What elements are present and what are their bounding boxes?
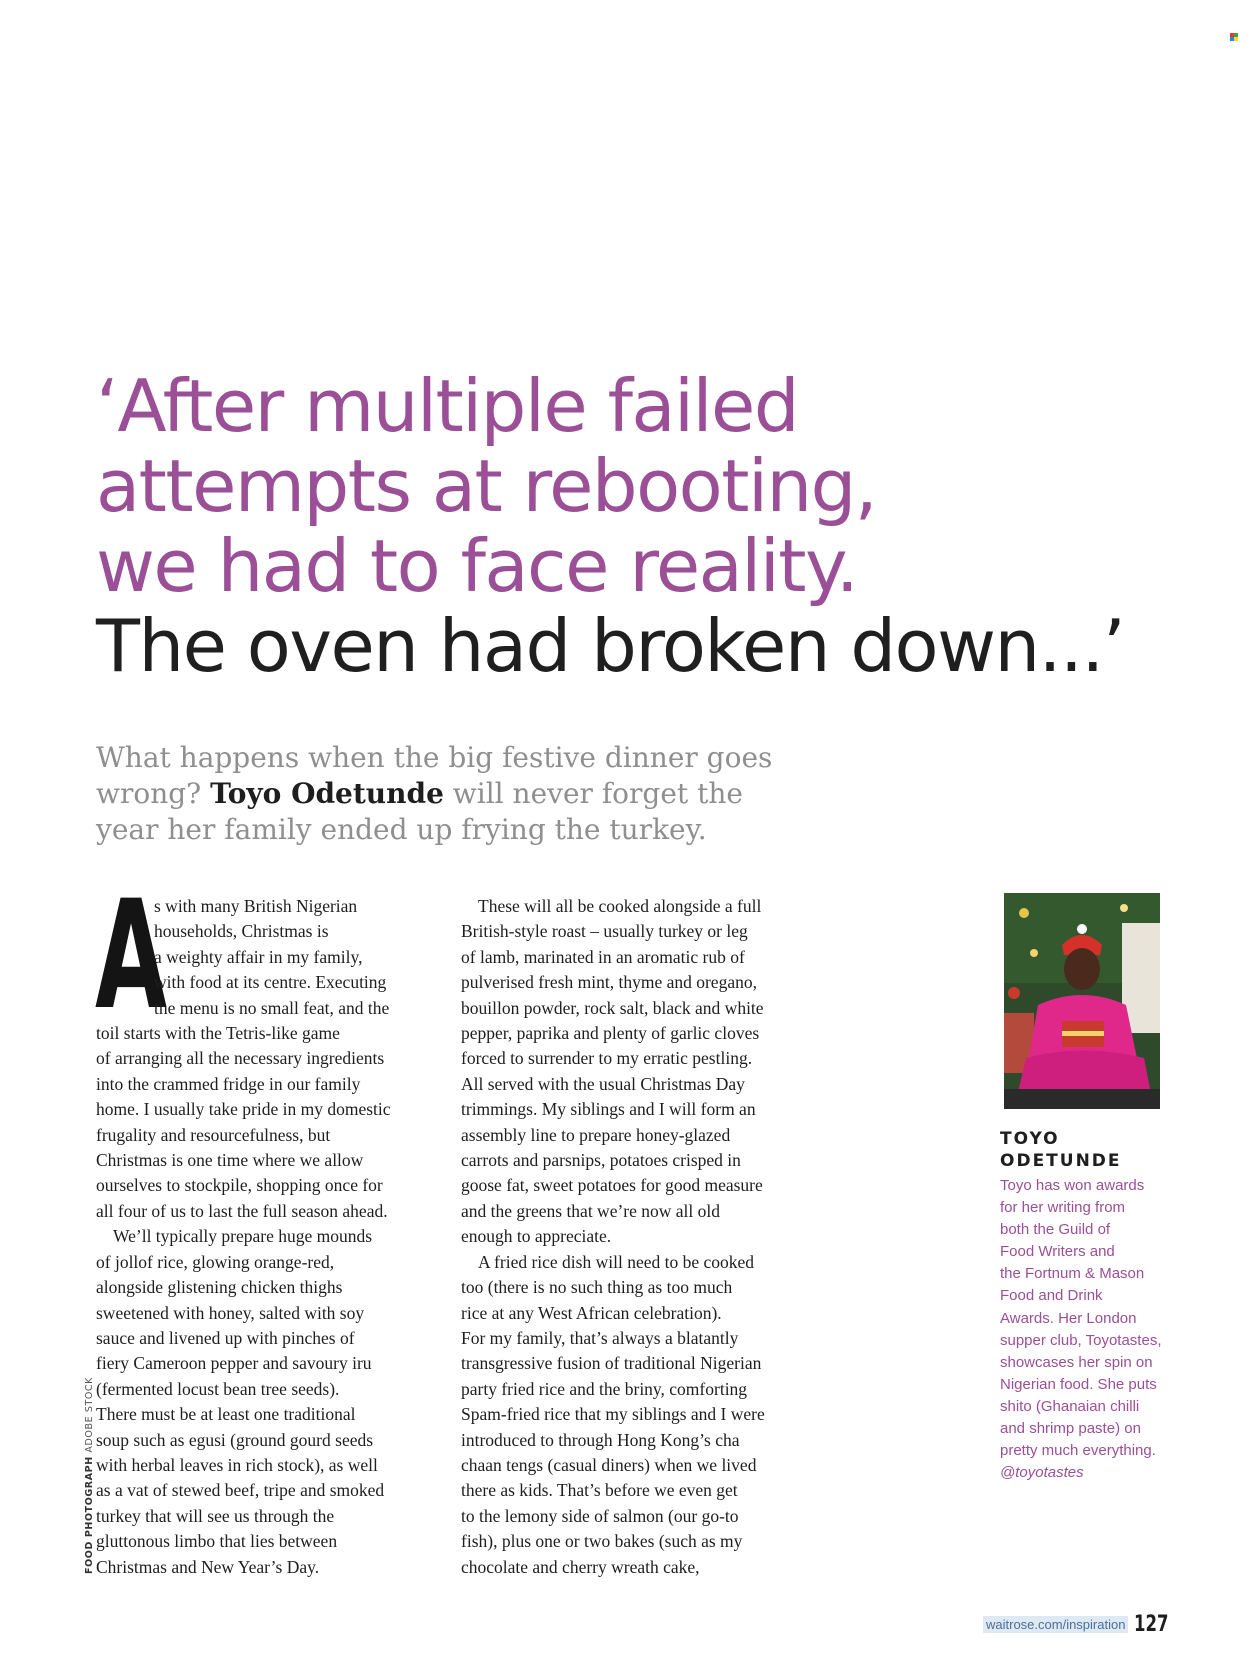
footer-url[interactable]: waitrose.com/inspiration: [983, 1616, 1128, 1633]
article-line: introduced to through Hong Kong’s cha: [461, 1429, 740, 1450]
article-line: toil starts with the Tetris-like game: [96, 1023, 340, 1044]
bio-line: the Fortnum & Mason: [1000, 1265, 1145, 1283]
article-line: forced to surrender to my erratic pestling.: [461, 1048, 753, 1069]
printer-color-mark: [1230, 33, 1238, 41]
article-line: households, Christmas is: [154, 921, 329, 942]
bio-line: pretty much everything.: [1000, 1442, 1156, 1460]
bio-line: Nigerian food. She puts: [1000, 1375, 1157, 1393]
article-line: with food at its centre. Executing: [154, 972, 387, 993]
bio-line: supper club, Toyotastes,: [1000, 1331, 1162, 1349]
article-line: and the greens that we’re now all old: [461, 1200, 721, 1221]
article-line: For my family, that’s always a blatantly: [461, 1327, 739, 1348]
article-line: of lamb, marinated in an aromatic rub of: [461, 946, 745, 967]
article-line: These will all be cooked alongside a full: [478, 896, 762, 916]
pull-quote-headline: [96, 364, 1156, 689]
article-line: rice at any West African celebration).: [461, 1302, 722, 1323]
article-line: as a vat of stewed beef, tripe and smoked: [96, 1480, 385, 1501]
article-line: chocolate and cherry wreath cake,: [461, 1556, 700, 1577]
article-line: trimmings. My siblings and I will form an: [461, 1099, 756, 1120]
standfirst-line: [96, 776, 816, 812]
bio-name: [1000, 1128, 1122, 1172]
article-line: of arranging all the necessary ingredients: [96, 1048, 385, 1069]
article-line: goose fat, sweet potatoes for good measure: [461, 1175, 763, 1196]
article-line: with herbal leaves in rich stock), as well: [96, 1454, 378, 1475]
article-line: turkey that will see us through the: [96, 1505, 335, 1526]
article-line: into the crammed fridge in our family: [96, 1073, 361, 1094]
article-line: to the lemony side of salmon (our go-to: [461, 1505, 739, 1526]
author-name: Toyo Odetunde: [210, 777, 444, 810]
article-line: A fried rice dish will need to be cooked: [478, 1251, 755, 1272]
article-line: Christmas is one time where we allow: [96, 1150, 364, 1171]
article-line: (fermented locust bean tree seeds).: [96, 1378, 340, 1399]
headline-line-dark: The oven had broken down...’: [96, 604, 1125, 689]
standfirst-text: will never forget the: [443, 777, 743, 810]
article-line: transgressive fusion of traditional Nigerian: [461, 1353, 762, 1374]
article-line: chaan tengs (casual diners) when we lived: [461, 1454, 757, 1475]
headline-line: we had to face reality.: [96, 524, 858, 609]
bio-line: and shrimp paste) on: [1000, 1420, 1141, 1438]
bio-line: Food Writers and: [1000, 1243, 1115, 1261]
bio-line: for her writing from: [1000, 1199, 1126, 1217]
standfirst: [96, 740, 816, 848]
article-line: gluttonous limbo that lies between: [96, 1531, 338, 1552]
article-line: fish), plus one or two bakes (such as my: [461, 1531, 743, 1552]
article-line: enough to appreciate.: [461, 1226, 612, 1247]
article-line: pulverised fresh mint, thyme and oregano,: [461, 972, 757, 993]
photo-credit-label: FOOD PHOTOGRAPH: [84, 1456, 95, 1574]
article-line: frugality and resourcefulness, but: [96, 1124, 331, 1145]
page-footer: [983, 1612, 1180, 1636]
bio-line: showcases her spin on: [1000, 1353, 1153, 1371]
article-line: home. I usually take pride in my domestic: [96, 1099, 391, 1120]
author-photo-image: [1004, 893, 1160, 1109]
article-line: British-style roast – usually turkey or leg: [461, 921, 748, 942]
bio-social-handle[interactable]: @toyotastes: [1000, 1464, 1084, 1482]
bio-line: shito (Ghanaian chilli: [1000, 1397, 1140, 1415]
article-line: carrots and parsnips, potatoes crisped in: [461, 1150, 741, 1171]
article-column-2: [461, 894, 806, 1580]
standfirst-line: year her family ended up frying the turkey.: [96, 813, 707, 846]
article-line: party fried rice and the briny, comforting: [461, 1378, 748, 1399]
drop-cap: A: [95, 869, 167, 1043]
article-line: fiery Cameroon pepper and savoury iru: [96, 1353, 372, 1374]
headline-line: ‘After multiple failed: [96, 364, 799, 449]
article-line: We’ll typically prepare huge mounds: [113, 1226, 373, 1247]
bio-name-line: ODETUNDE: [1000, 1151, 1122, 1171]
headline-line: attempts at rebooting,: [96, 444, 877, 529]
article-line: too (there is no such thing as too much: [461, 1277, 733, 1298]
article-line: sweetened with honey, salted with soy: [96, 1302, 365, 1323]
photo-credit: [84, 1377, 95, 1574]
article-line: There must be at least one traditional: [96, 1404, 356, 1425]
article-line: all four of us to last the full season ahead.: [96, 1200, 388, 1221]
bio-line: Toyo has won awards: [1000, 1177, 1145, 1194]
article-line: the menu is no small feat, and the: [154, 997, 390, 1018]
photo-credit-source: ADOBE STOCK: [84, 1377, 95, 1453]
article-line: of jollof rice, glowing orange-red,: [96, 1251, 335, 1272]
bio-name-line: TOYO: [1000, 1129, 1060, 1149]
standfirst-line: What happens when the big festive dinner goes: [96, 741, 773, 774]
article-line: Spam-fried rice that my siblings and I were: [461, 1404, 765, 1425]
article-line: alongside glistening chicken thighs: [96, 1277, 343, 1298]
article-line: assembly line to prepare honey-glazed: [461, 1124, 731, 1145]
article-line: sauce and livened up with pinches of: [96, 1327, 355, 1348]
article-line: s with many British Nigerian: [154, 896, 358, 916]
article-line: pepper, paprika and plenty of garlic cloves: [461, 1023, 760, 1044]
author-photo: [1004, 893, 1160, 1109]
page-number: 127: [1134, 1611, 1169, 1637]
article-line: a weighty affair in my family,: [154, 946, 363, 967]
bio-text: [1000, 1175, 1175, 1484]
article-column-1: [95, 869, 441, 1580]
standfirst-text: wrong?: [96, 777, 211, 810]
article-line: ourselves to stockpile, shopping once for: [96, 1175, 383, 1196]
bio-line: Awards. Her London: [1000, 1309, 1137, 1327]
article-line: soup such as egusi (ground gourd seeds: [96, 1429, 374, 1450]
article-line: bouillon powder, rock salt, black and white: [461, 997, 764, 1018]
article-line: All served with the usual Christmas Day: [461, 1073, 745, 1094]
article-line: Christmas and New Year’s Day.: [96, 1556, 320, 1577]
bio-line: Food and Drink: [1000, 1287, 1103, 1305]
article-line: there as kids. That’s before we even get: [461, 1480, 738, 1501]
bio-line: both the Guild of: [1000, 1221, 1111, 1239]
